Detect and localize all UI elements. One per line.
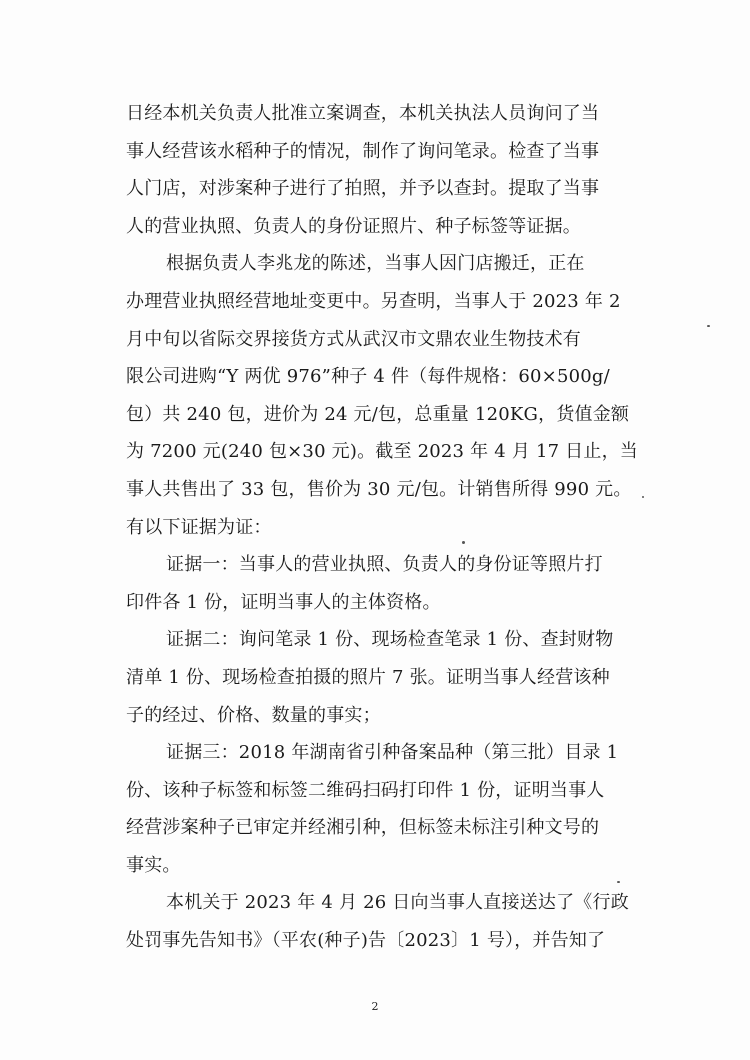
text-line-8: 限公司进购“Y 两优 976”种子 4 件（每件规格：60×500g/ xyxy=(126,366,610,388)
page-number: 2 xyxy=(371,1000,379,1013)
scan-speck xyxy=(462,541,465,544)
document-body xyxy=(126,95,666,960)
text-line-12: 有以下证据为证： xyxy=(126,516,272,538)
evidence-3-line-4: 事实。 xyxy=(126,854,181,876)
text-line-6: 办理营业执照经营地址变更中。另查明，当事人于 2023 年 2 xyxy=(126,290,621,312)
text-line-1: 日经本机关负责人批准立案调查，本机关执法人员询问了当 xyxy=(126,103,600,124)
text-line-10: 为 7200 元(240 包×30 元)。截至 2023 年 4 月 17 日止，当 xyxy=(126,441,638,463)
evidence-3-line-2: 份、该种子标签和标签二维码扫码打印件 1 份，证明当事人 xyxy=(126,779,605,801)
scan-speck xyxy=(707,325,710,327)
evidence-2-line-2: 清单 1 份、现场检查拍摄的照片 7 张。证明当事人经营该种 xyxy=(126,666,610,688)
notice-line-2: 处罚事先告知书》（平农(种子)告〔2023〕1 号），并告知了 xyxy=(126,930,606,952)
evidence-2-line-1: 证据二：询问笔录 1 份、现场检查笔录 1 份、查封财物 xyxy=(166,629,614,651)
evidence-1-line-1: 证据一：当事人的营业执照、负责人的身份证等照片打 xyxy=(166,554,603,576)
evidence-3-line-1: 证据三：2018 年湖南省引种备案品种（第三批）目录 1 xyxy=(166,742,619,764)
text-line-9: 包）共 240 包，进价为 24 元/包，总重量 120KG，货值金额 xyxy=(126,403,630,425)
text-line-5: 根据负责人李兆龙的陈述，当事人因门店搬迁，正在 xyxy=(166,253,585,275)
text-line-3: 人门店，对涉案种子进行了拍照，并予以查封。提取了当事 xyxy=(126,178,600,200)
scan-speck xyxy=(642,496,644,498)
evidence-2-line-3: 子的经过、价格、数量的事实； xyxy=(126,704,381,726)
scan-speck xyxy=(617,881,620,883)
text-line-2: 事人经营该水稻种子的情况，制作了询问笔录。检查了当事 xyxy=(126,140,600,162)
notice-line-1: 本机关于 2023 年 4 月 26 日向当事人直接送达了《行政 xyxy=(166,892,629,914)
evidence-3-line-3: 经营涉案种子已审定并经湘引种，但标签未标注引种文号的 xyxy=(126,817,600,839)
text-line-7: 月中旬以省际交界接货方式从武汉市文鼎农业生物技术有 xyxy=(126,328,581,350)
text-line-4: 人的营业执照、负责人的身份证照片、种子标签等证据。 xyxy=(126,215,581,237)
text-line-11: 事人共售出了 33 包，售价为 30 元/包。计销售所得 990 元。 xyxy=(126,478,632,500)
evidence-1-line-2: 印件各 1 份，证明当事人的主体资格。 xyxy=(126,591,441,613)
